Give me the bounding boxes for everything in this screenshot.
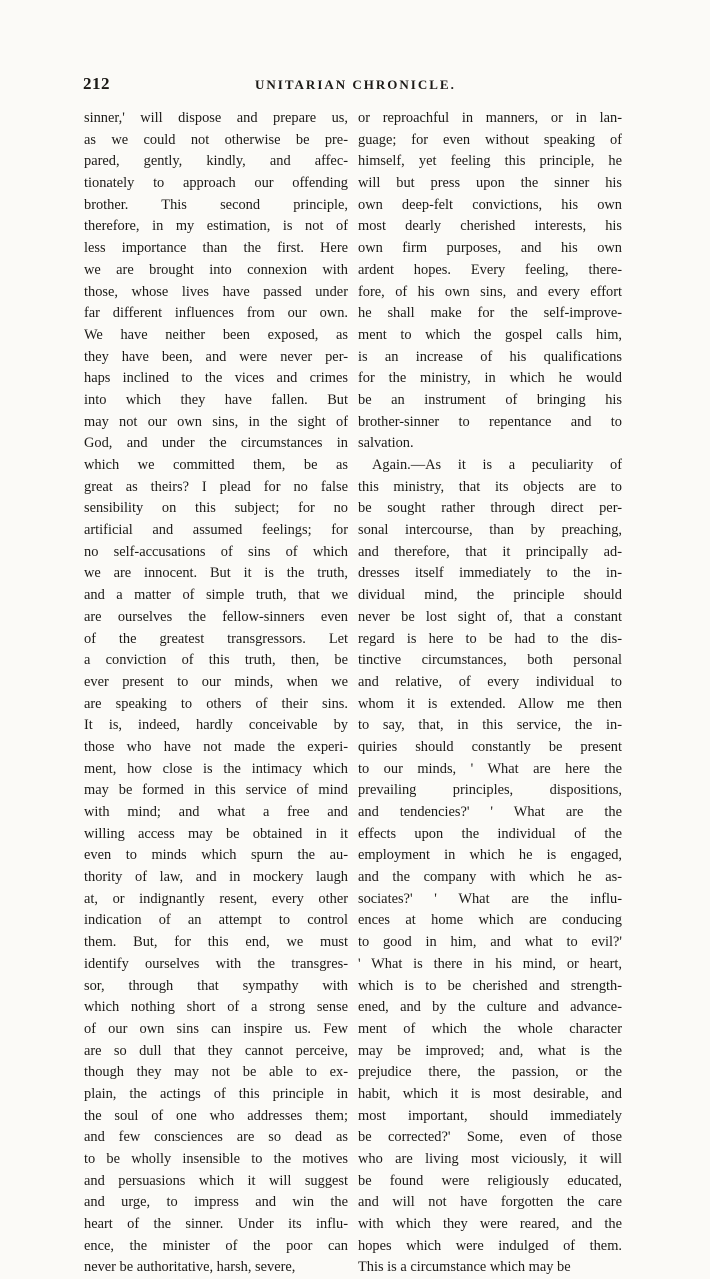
text-line: dividual mind, the principle should [358, 587, 622, 604]
text-line: ment, how close is the intimacy which [84, 760, 348, 777]
text-line: who are living most viciously, it will [358, 1151, 622, 1167]
text-line: regard is here to be had to the dis- [358, 630, 622, 647]
text-line: may be improved; and, what is the [358, 1042, 622, 1059]
text-line: a conviction of this truth, then, be [84, 652, 348, 669]
text-line: of our own sins can inspire us. Few [84, 1020, 348, 1037]
text-line: which is to be cherished and strength- [358, 977, 622, 994]
right-text-column [358, 108, 622, 1279]
text-line: heart of the sinner. Under its influ- [84, 1216, 348, 1233]
text-line: and will not have forgotten the care [358, 1194, 622, 1211]
text-line: willing access may be obtained in it [84, 825, 348, 842]
text-line: we are innocent. But it is the truth, [84, 565, 348, 582]
text-line: ences at home which are conducing [358, 912, 622, 929]
text-line: Again.—As it is a peculiarity of [372, 457, 622, 473]
text-line: are ourselves the fellow-sinners even [84, 608, 348, 625]
text-line: and therefore, that it principally ad- [358, 543, 622, 560]
text-line: we are brought into connexion with [84, 261, 348, 278]
text-line: guage; for even without speaking of [358, 131, 622, 148]
text-line: tionately to approach our offending [84, 175, 348, 192]
text-line: It is, indeed, hardly conceivable by [84, 717, 348, 734]
text-line: whom it is extended. Allow me then [358, 695, 622, 712]
text-line: salvation. [358, 435, 414, 452]
text-line: with mind; and what a free and [84, 804, 348, 820]
text-line: sonal intercourse, than by preaching, [358, 522, 622, 539]
text-line: they have been, and were never per- [84, 348, 348, 365]
text-line: be found were religiously educated, [358, 1172, 622, 1189]
text-line: habit, which it is most desirable, and [358, 1085, 622, 1102]
text-line: quiries should constantly be present [358, 738, 622, 755]
text-line: hopes which were indulged of them. [358, 1237, 622, 1254]
text-line: and a matter of simple truth, that we [84, 587, 348, 604]
text-line: into which they have fallen. But [84, 391, 348, 408]
text-line: those who have not made the experi- [84, 738, 348, 755]
text-line: and the company with which he as- [358, 869, 622, 886]
text-line: sociates?' ' What are the influ- [358, 890, 622, 907]
text-line: will but press upon the sinner his [358, 175, 622, 192]
text-line: may not our own sins, in the sight of [84, 413, 348, 430]
text-line: this ministry, that its objects are to [358, 478, 622, 495]
text-line: fore, of his own sins, and every effort [358, 283, 622, 300]
text-line: to say, that, in this service, the in- [358, 717, 622, 734]
text-line: ' What is there in his mind, or heart, [358, 955, 622, 972]
text-line: most dearly cherished interests, his [358, 218, 622, 235]
text-line: and urge, to impress and win the [84, 1194, 348, 1211]
text-line: never be authoritative, harsh, severe, [84, 1259, 296, 1276]
text-line: which we committed them, be as [84, 457, 348, 473]
text-line: at, or indignantly resent, every other [84, 890, 348, 907]
page-header [83, 74, 623, 100]
text-line: own firm purposes, and his own [358, 240, 622, 257]
text-line: with which they were reared, and the [358, 1216, 622, 1233]
text-line: sor, through that sympathy with [84, 977, 348, 994]
text-line: brother. This second principle, [84, 196, 348, 213]
text-line: be an instrument of bringing his [358, 391, 622, 408]
text-line: never be lost sight of, that a constant [358, 608, 622, 625]
text-line: for the ministry, in which he would [358, 370, 622, 387]
text-line: indication of an attempt to control [84, 912, 348, 929]
text-line: is an increase of his qualifications [358, 348, 622, 365]
text-line: We have neither been exposed, as [84, 326, 348, 343]
text-line: pared, gently, kindly, and affec- [84, 153, 348, 170]
text-line: no self-accusations of sins of which [84, 543, 348, 560]
text-line: own deep-felt convictions, his own [358, 196, 622, 213]
text-line: artificial and assumed feelings; for [84, 522, 348, 539]
text-line: ment to which the gospel calls him, [358, 326, 622, 343]
text-line: effects upon the individual of the [358, 825, 622, 842]
text-line: prevailing principles, dispositions, [358, 782, 622, 799]
text-line: ever present to our minds, when we [84, 673, 348, 690]
text-line: ardent hopes. Every feeling, there- [358, 261, 622, 278]
text-line: thority of law, and in mockery laugh [84, 869, 348, 886]
running-title: UNITARIAN CHRONICLE. [255, 77, 456, 92]
text-line: and tendencies?' ' What are the [358, 804, 622, 820]
text-line: which nothing short of a strong sense [84, 999, 348, 1016]
text-line: most important, should immediately [358, 1107, 622, 1124]
text-line: be sought rather through direct per- [358, 500, 622, 517]
text-line: he shall make for the self-improve- [358, 305, 622, 322]
text-line: or reproachful in manners, or in lan- [358, 110, 622, 126]
text-line: dresses itself immediately to the in- [358, 565, 622, 582]
text-line: haps inclined to the vices and crimes [84, 370, 348, 387]
text-line: ence, the minister of the poor can [84, 1237, 348, 1254]
text-line: them. But, for this end, we must [84, 934, 348, 951]
text-line: even to minds which spurn the au- [84, 847, 348, 864]
text-line: great as theirs? I plead for no false [84, 478, 348, 495]
text-line: This is a circumstance which may be [358, 1259, 571, 1276]
text-line: prejudice there, the passion, or the [358, 1064, 622, 1081]
text-line: tinctive circumstances, both personal [358, 652, 622, 669]
text-line: brother-sinner to repentance and to [358, 413, 622, 430]
text-line: though they may not be able to ex- [84, 1064, 348, 1081]
text-line: ment of which the whole character [358, 1020, 622, 1037]
text-line: are speaking to others of their sins. [84, 695, 348, 712]
text-line: of the greatest transgressors. Let [84, 630, 348, 647]
text-line: the soul of one who addresses them; [84, 1107, 348, 1124]
text-line: sensibility on this subject; for no [84, 500, 348, 517]
text-line: plain, the actings of this principle in [84, 1085, 348, 1102]
text-line: be corrected?' Some, even of those [358, 1129, 622, 1146]
page-number: 212 [83, 74, 110, 93]
text-line: identify ourselves with the transgres- [84, 955, 348, 972]
text-line: to good in him, and what to evil?' [358, 934, 622, 951]
text-line: to our minds, ' What are here the [358, 760, 622, 777]
text-line: far different influences from our own. [84, 305, 348, 322]
text-line: and relative, of every individual to [358, 673, 622, 690]
text-line: and persuasions which it will suggest [84, 1172, 348, 1189]
text-line: sinner,' will dispose and prepare us, [84, 110, 348, 126]
text-line: may be formed in this service of mind [84, 782, 348, 799]
text-line: God, and under the circumstances in [84, 435, 348, 452]
text-line: those, whose lives have passed under [84, 283, 348, 300]
text-line: and few consciences are so dead as [84, 1129, 348, 1146]
text-line: ened, and by the culture and advance- [358, 999, 622, 1016]
text-line: are so dull that they cannot perceive, [84, 1042, 348, 1059]
text-line: less importance than the first. Here [84, 240, 348, 257]
text-line: to be wholly insensible to the motives [84, 1151, 348, 1167]
text-line: as we could not otherwise be pre- [84, 131, 348, 148]
text-line: therefore, in my estimation, is not of [84, 218, 348, 235]
left-text-column [84, 108, 348, 1279]
text-line: employment in which he is engaged, [358, 847, 622, 864]
text-line: himself, yet feeling this principle, he [358, 153, 622, 170]
